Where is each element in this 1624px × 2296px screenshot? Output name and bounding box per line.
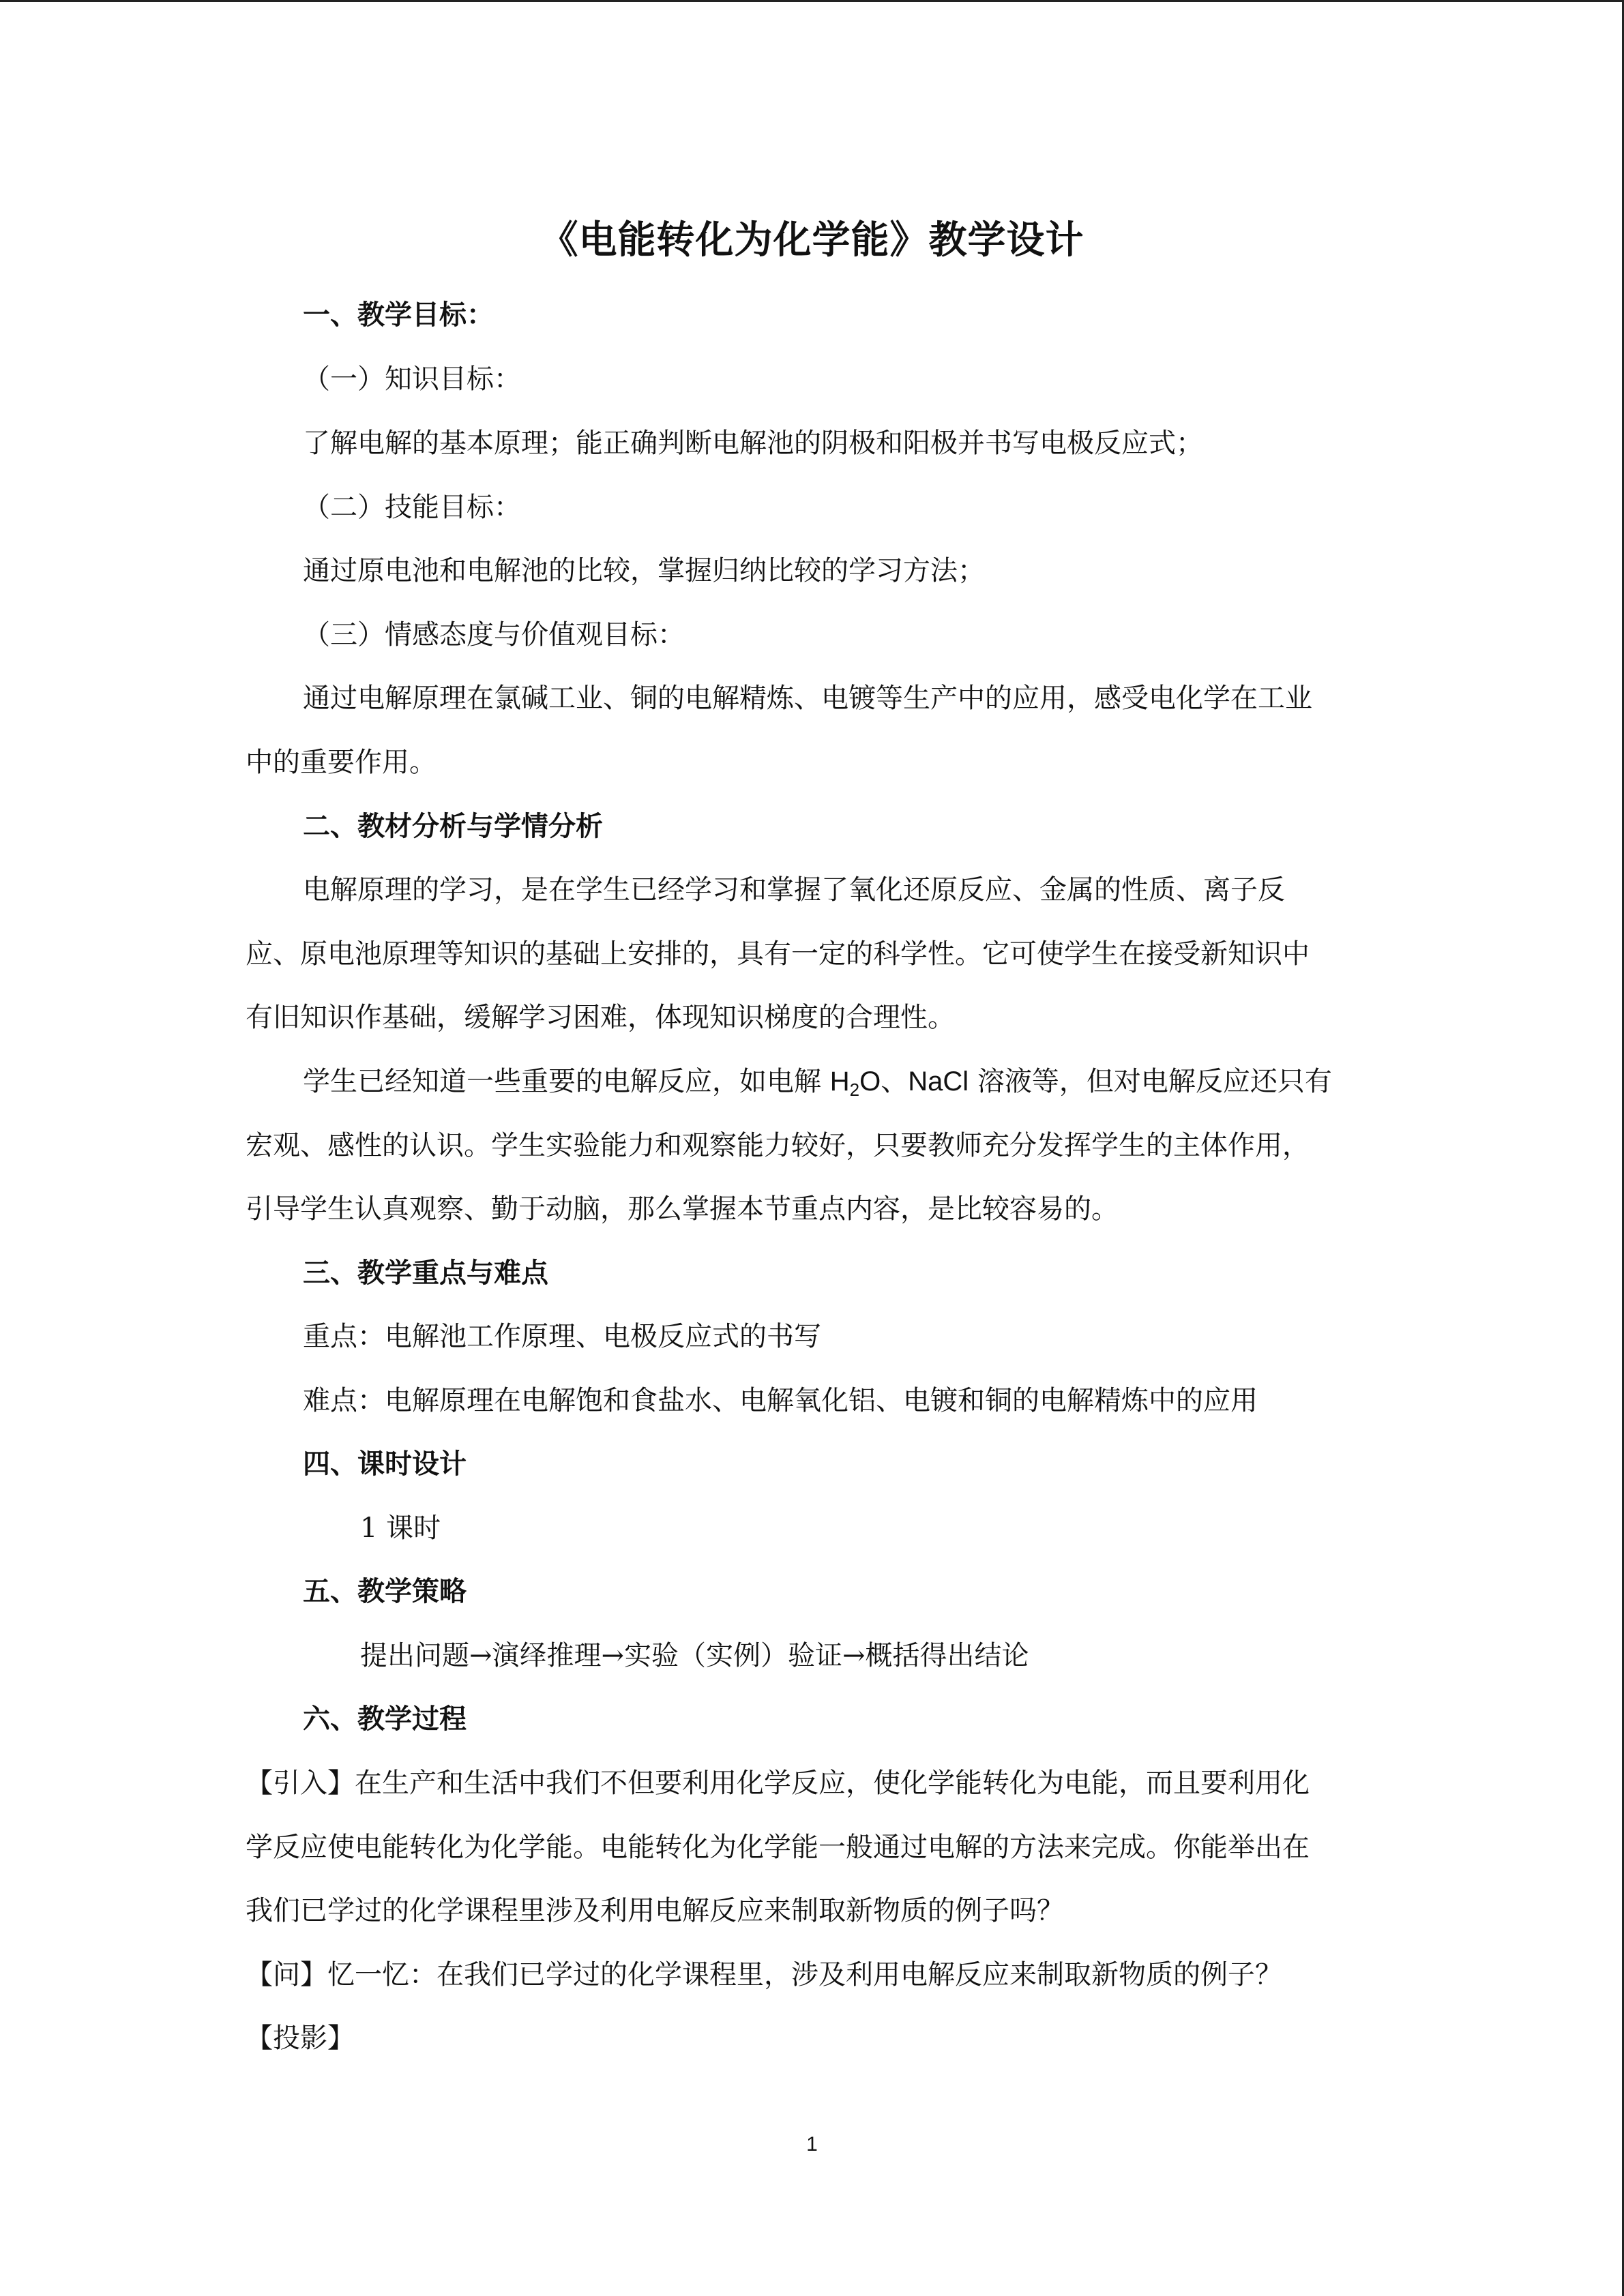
key-point-text: 重点：电解池工作原理、电极反应式的书写 [303, 1321, 821, 1352]
section2-paragraph2-line2: 宏观、感性的认识。学生实验能力和观察能力较好，只要教师充分发挥学生的主体作用， [246, 1130, 1310, 1161]
p2-text-c: 溶液等，但对电解反应还只有 [977, 1066, 1332, 1097]
projection-label: 【投影】 [246, 2023, 355, 2054]
section1-sub3-text-line2: 中的重要作用。 [246, 747, 437, 778]
difficulty-text: 难点：电解原理在电解饱和食盐水、电解氧化铝、电镀和铜的电解精炼中的应用 [303, 1385, 1258, 1416]
section1-sub2-text: 通过原电池和电解池的比较，掌握归纳比较的学习方法； [303, 555, 985, 586]
section2-paragraph2-line3: 引导学生认真观察、勤于动脑，那么掌握本节重点内容，是比较容易的。 [246, 1193, 1119, 1225]
section6-heading: 六、教学过程 [303, 1703, 467, 1735]
question-text: 【问】忆一忆：在我们已学过的化学课程里，涉及利用电解反应来制取新物质的例子？ [246, 1959, 1282, 1991]
formula-o: O [859, 1067, 881, 1097]
intro-line3: 我们已学过的化学课程里涉及利用电解反应来制取新物质的例子吗？ [246, 1895, 1064, 1926]
section4-heading: 四、课时设计 [303, 1448, 467, 1480]
section2-paragraph1-line1: 电解原理的学习，是在学生已经学习和掌握了氧化还原反应、金属的性质、离子反 [303, 874, 1285, 906]
section2-paragraph1-line3: 有旧知识作基础，缓解学习困难，体现知识梯度的合理性。 [246, 1002, 955, 1033]
document-title: 《电能转化为化学能》教学设计 [540, 218, 1084, 263]
strategy-text: 提出问题→演绎推理→实验（实例）验证→概括得出结论 [360, 1640, 1029, 1671]
p2-text-a: 学生已经知道一些重要的电解反应，如电解 [303, 1066, 821, 1097]
section2-paragraph1-line2: 应、原电池原理等知识的基础上安排的，具有一定的科学性。它可使学生在接受新知识中 [246, 938, 1310, 970]
section1-sub2-heading: （二）技能目标： [303, 492, 521, 523]
section1-heading: 一、教学目标： [303, 299, 494, 331]
formula-h: H [829, 1067, 850, 1097]
section1-sub1-heading: （一）知识目标： [303, 363, 521, 395]
section3-heading: 三、教学重点与难点 [303, 1257, 548, 1289]
section1-sub1-text: 了解电解的基本原理；能正确判断电解池的阴极和阳极并书写电极反应式； [303, 428, 1203, 459]
section2-heading: 二、教材分析与学情分析 [303, 811, 603, 842]
nacl-formula: NaCl [908, 1067, 969, 1097]
formula-subscript-2: 2 [849, 1079, 860, 1100]
page-number: 1 [806, 2133, 818, 2156]
section5-heading: 五、教学策略 [303, 1576, 467, 1607]
section2-paragraph2-line1 [303, 1064, 1332, 1099]
page-border-top [0, 0, 1624, 2]
section1-sub3-text-line1: 通过电解原理在氯碱工业、铜的电解精炼、电镀等生产中的应用，感受电化学在工业 [303, 683, 1312, 714]
lesson-count-text: 1 课时 [360, 1512, 441, 1544]
h2o-formula [829, 1067, 881, 1100]
intro-line1: 【引入】在生产和生活中我们不但要利用化学反应，使化学能转化为电能，而且要利用化 [246, 1768, 1310, 1799]
p2-text-b: 、 [881, 1066, 909, 1097]
intro-line2: 学反应使电能转化为化学能。电能转化为化学能一般通过电解的方法来完成。你能举出在 [246, 1832, 1310, 1863]
section1-sub3-heading: （三）情感态度与价值观目标： [303, 619, 685, 651]
